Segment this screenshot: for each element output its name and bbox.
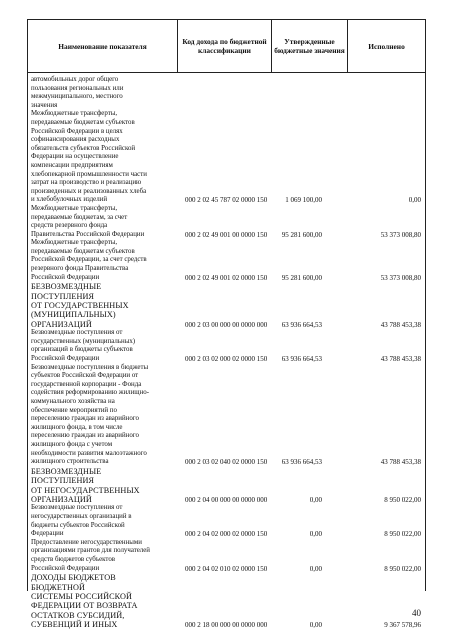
row-approved: 0,00: [309, 495, 322, 504]
row-name: ДОХОДЫ БЮДЖЕТОВ БЮДЖЕТНОЙ СИСТЕМЫ РОССИЙСКОЙ ФЕДЕРАЦИИ ОТ ВОЗВРАТА ОСТАТКОВ СУБСИДИЙ, СУБВЕНЦИЙ И ИНЫХ: [31, 573, 138, 630]
row-executed: 8 950 022,00: [384, 495, 421, 504]
table-row: [31, 76, 425, 110]
row-approved: 63 936 664,53: [281, 355, 322, 364]
table-border-right: [425, 73, 426, 591]
table-row: [31, 364, 425, 467]
row-code: 000 2 04 00 000 00 0000 000: [185, 495, 268, 504]
row-executed: 43 788 453,38: [380, 458, 421, 467]
row-executed: 53 373 008,80: [380, 230, 421, 239]
row-executed: 53 373 008,80: [380, 273, 421, 282]
row-code: 000 2 02 45 787 02 0000 150: [185, 196, 268, 205]
row-code: 000 2 03 02 000 02 0000 150: [185, 355, 268, 364]
row-approved: 63 936 664,53: [281, 458, 322, 467]
table-row: [31, 467, 425, 505]
row-name: Межбюджетные трансферты, передаваемые бюджетам, за счет средств резервного фонда Правительства Российской Федерации: [31, 204, 145, 238]
row-approved: 63 936 664,53: [281, 320, 322, 329]
row-approved: 1 069 100,00: [285, 196, 322, 205]
row-code: 000 2 18 00 000 00 0000 000: [185, 621, 268, 629]
row-name: Межбюджетные трансферты, передаваемые бюджетам субъектов Российской Федерации в целях софинансирования расходных обязательств субъектов Российской Федерации на осуществление компенсации предприятиям хлебопекарной промышленности части затрат на производство и реализацию произведенных и реализованных хлеба и хлебобулочных изделий: [31, 110, 147, 204]
row-name: Безвозмездные поступления от государственных (муниципальных) организаций в бюджеты субъектов Российской Федерации: [31, 329, 136, 363]
table-row: [31, 110, 425, 205]
row-approved: 95 281 600,00: [281, 273, 322, 282]
row-executed: 8 950 022,00: [384, 530, 421, 539]
table-row: [31, 239, 425, 282]
table-row: [31, 205, 425, 239]
row-executed: 9 367 578,96: [384, 621, 421, 629]
row-approved: 95 281 600,00: [281, 230, 322, 239]
header-approved: Утвержденные бюджетные значения: [272, 20, 348, 73]
row-executed: 43 788 453,38: [380, 320, 421, 329]
table-body: [31, 76, 425, 630]
table-border-left: [27, 73, 28, 591]
row-name: автомобильных дорог общего пользования региональных или межмуниципального, местного значения: [31, 76, 124, 109]
row-code: 000 2 02 49 001 02 0000 150: [185, 273, 268, 282]
table-row: [31, 504, 425, 538]
row-name: Безвозмездные поступления от негосударственных организаций в бюджеты субъектов Российской Федерации: [31, 504, 132, 538]
row-name: БЕЗВОЗМЕЗДНЫЕ ПОСТУПЛЕНИЯ ОТ НЕГОСУДАРСТВЕННЫХ ОРГАНИЗАЦИЙ: [31, 466, 140, 504]
table-row: [31, 282, 425, 329]
header-executed: Исполнено: [348, 20, 426, 73]
table-row: [31, 329, 425, 363]
table-header: [27, 19, 426, 73]
header-code: Код дохода по бюджетной классификации: [178, 20, 272, 73]
row-name: Предоставление негосударственными организациями грантов для получателей средств бюджетов субъектов Российской Федерации: [31, 538, 150, 572]
row-code: 000 2 04 02 000 02 0000 150: [185, 530, 268, 539]
row-code: 000 2 04 02 010 02 0000 150: [185, 564, 268, 573]
row-executed: 0,00: [408, 196, 421, 205]
row-code: 000 2 02 49 001 00 0000 150: [185, 230, 268, 239]
page-number: 40: [412, 608, 421, 618]
row-name: БЕЗВОЗМЕЗДНЫЕ ПОСТУПЛЕНИЯ ОТ ГОСУДАРСТВЕННЫХ (МУНИЦИПАЛЬНЫХ) ОРГАНИЗАЦИЙ: [31, 282, 129, 329]
row-approved: 0,00: [309, 621, 322, 629]
row-executed: 8 950 022,00: [384, 564, 421, 573]
table-row: [31, 539, 425, 573]
row-name: Безвозмездные поступления в бюджеты субъектов Российской Федерации от государственной корпорации - Фонда содействия реформированию жилищно- коммунального хозяйства на обеспечение мероприятий по переселению граждан из аварийного жилищного фонда, в том числе переселению граждан из аварийного жилищного фонда с учетом необходимости развития малоэтажного жилищного строительства: [31, 363, 150, 466]
table-row: [31, 573, 425, 629]
row-approved: 0,00: [309, 564, 322, 573]
row-code: 000 2 03 02 040 02 0000 150: [185, 458, 268, 467]
row-code: 000 2 03 00 000 00 0000 000: [185, 320, 268, 329]
row-name: Межбюджетные трансферты, передаваемые бюджетам субъектов Российской Федерации, за счет средств резервного фонда Правительства Российской Федерации: [31, 239, 147, 281]
header-name: Наименование показателя: [28, 20, 178, 73]
row-approved: 0,00: [309, 530, 322, 539]
row-executed: 43 788 453,38: [380, 355, 421, 364]
